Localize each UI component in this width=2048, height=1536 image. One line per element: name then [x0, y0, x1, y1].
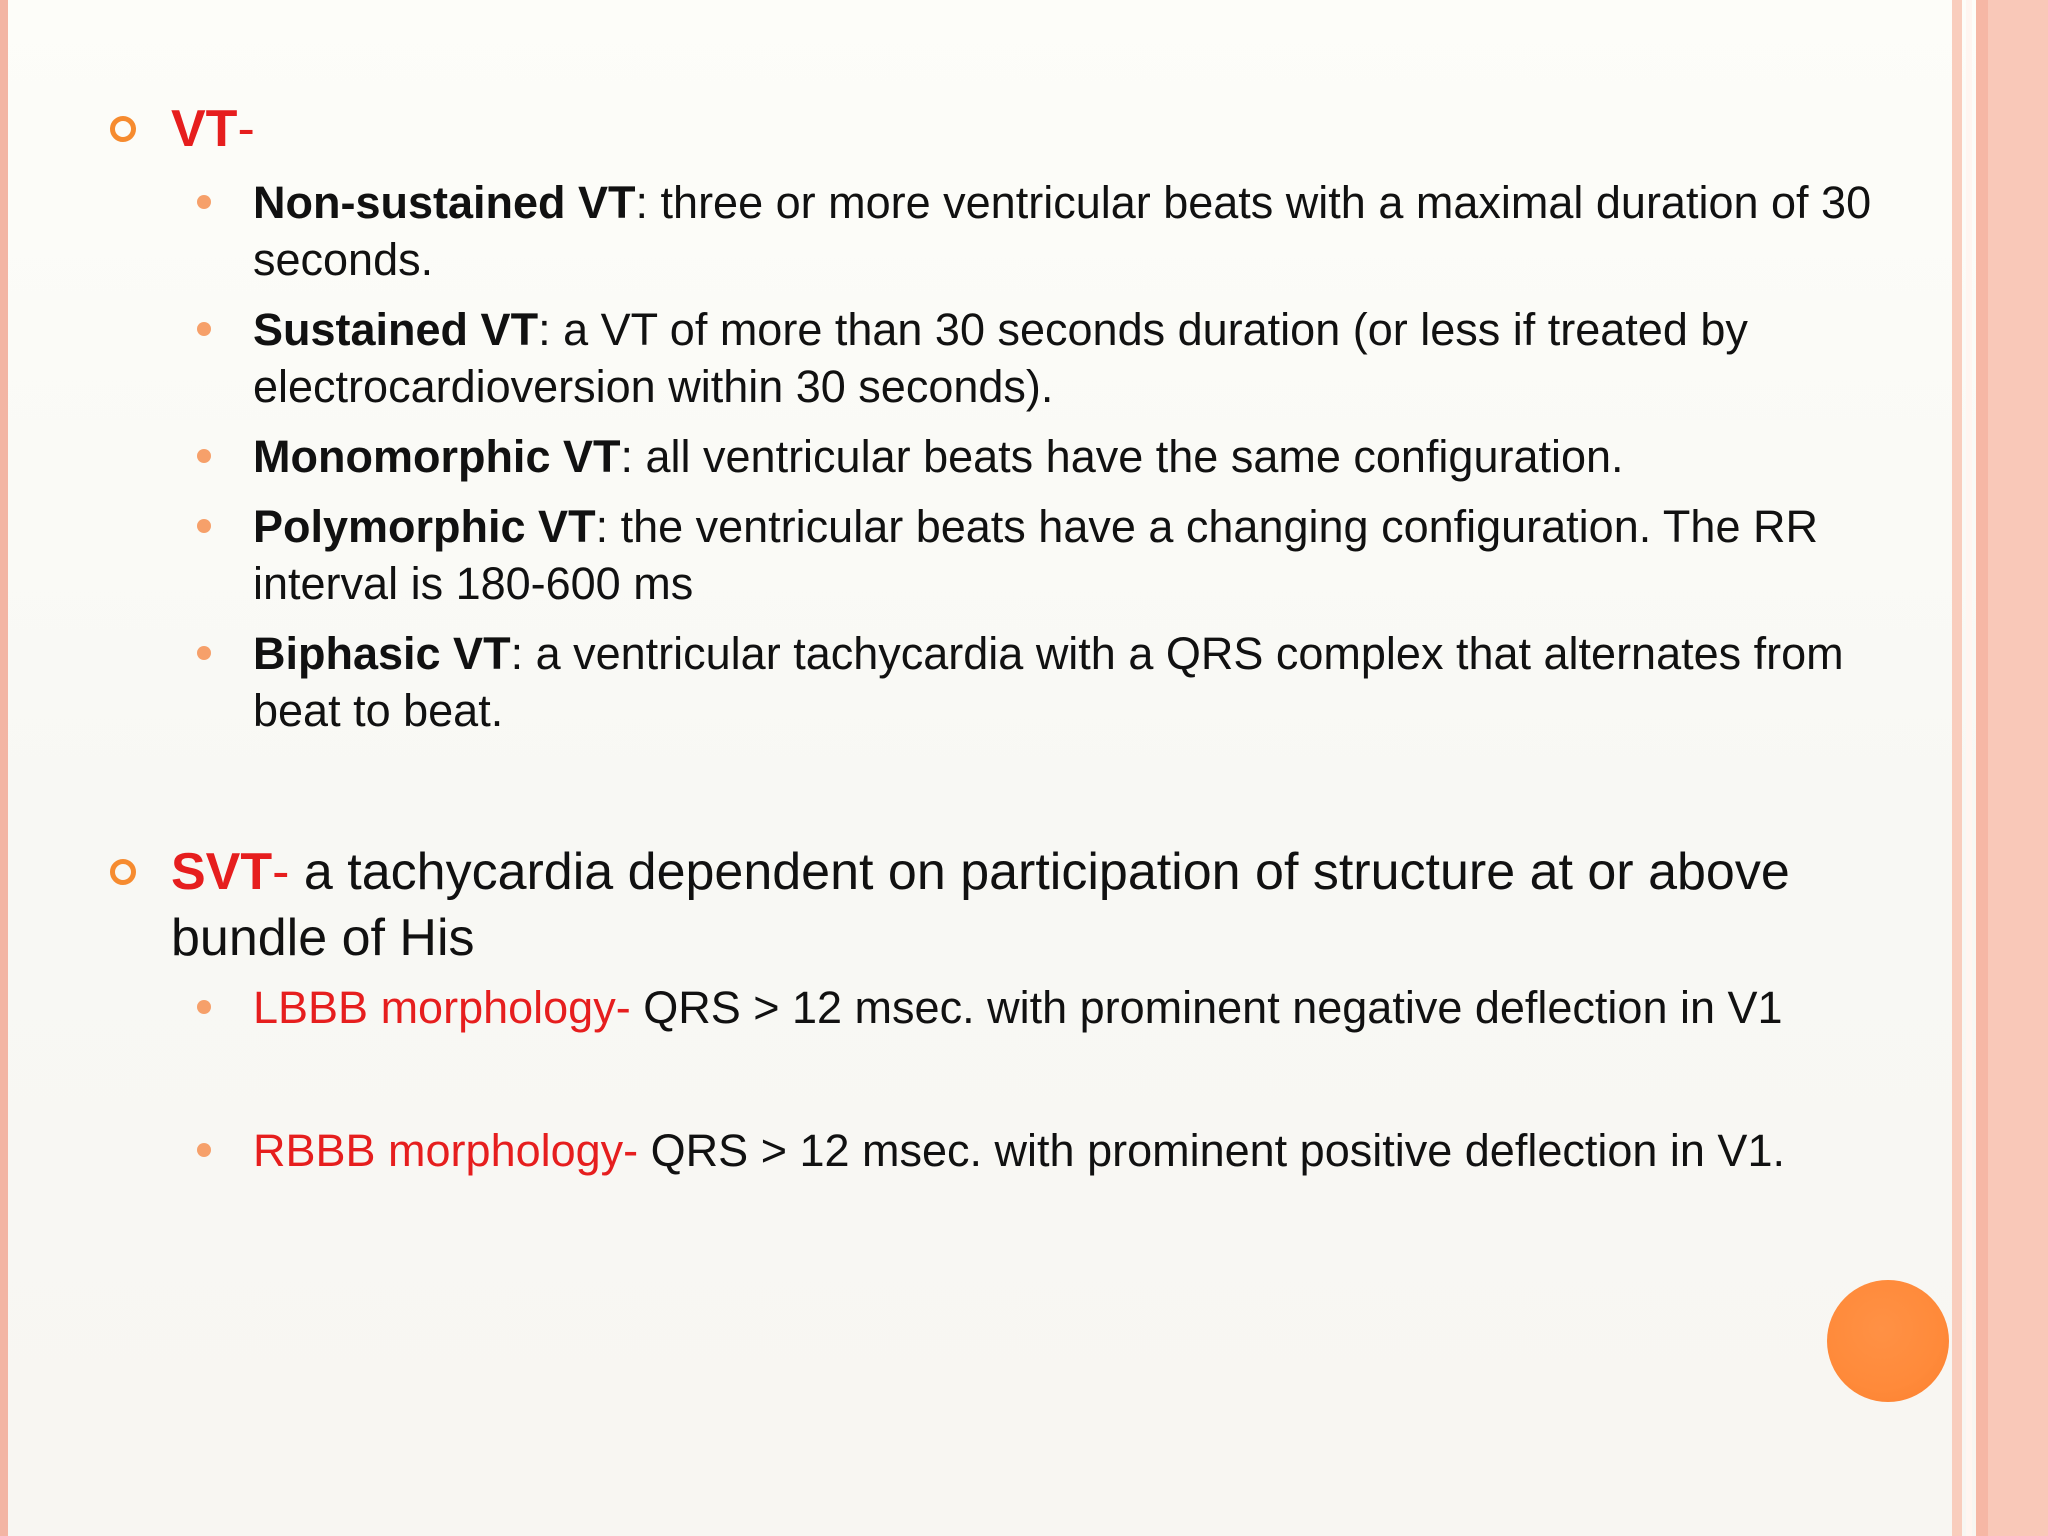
term-label: LBBB morphology-	[253, 982, 631, 1033]
definition-text: : a ventricular tachycardia with a QRS complex that alternates from beat to beat.	[253, 628, 1844, 736]
vt-definition-list	[110, 174, 1880, 739]
definition-text: : the ventricular beats have a changing configuration. The RR interval is 180-600 ms	[253, 501, 1818, 609]
ring-bullet-icon	[110, 859, 136, 885]
list-item-non-sustained-vt	[110, 174, 1880, 288]
slide-content	[110, 96, 1880, 1179]
left-border-stripe	[0, 0, 8, 1536]
dot-bullet-icon	[197, 1000, 211, 1014]
right-border-band	[1988, 0, 2048, 1536]
definition-text: QRS > 12 msec. with prominent positive deflection in V1.	[638, 1125, 1785, 1176]
right-border-stripe	[1976, 0, 1988, 1536]
svt-morphology-list	[110, 979, 1880, 1179]
definition-text: : a VT of more than 30 seconds duration (or less if treated by electrocardioversion within 30 seconds).	[253, 304, 1748, 412]
definition-text: QRS > 12 msec. with prominent negative deflection in V1	[630, 982, 1783, 1033]
dot-bullet-icon	[197, 1143, 211, 1157]
term-label: Non-sustained VT	[253, 177, 636, 228]
vt-key: VT	[171, 100, 238, 158]
dot-bullet-icon	[197, 322, 211, 336]
list-item-monomorphic-vt	[110, 428, 1880, 485]
term-label: Polymorphic VT	[253, 501, 596, 552]
right-border-stripe	[1952, 0, 1962, 1536]
term-label: Sustained VT	[253, 304, 539, 355]
dot-bullet-icon	[197, 195, 211, 209]
decorative-orange-circle	[1827, 1280, 1949, 1402]
term-label: Biphasic VT	[253, 628, 511, 679]
vt-heading	[110, 96, 1880, 162]
list-item-sustained-vt	[110, 301, 1880, 415]
dot-bullet-icon	[197, 449, 211, 463]
vt-dash: -	[237, 100, 255, 158]
list-item-polymorphic-vt	[110, 498, 1880, 612]
dot-bullet-icon	[197, 646, 211, 660]
right-border-gap	[1966, 0, 1972, 1536]
definition-text: : three or more ventricular beats with a maximal duration of 30 seconds.	[253, 177, 1872, 285]
term-label: Monomorphic VT	[253, 431, 621, 482]
term-label: RBBB morphology-	[253, 1125, 639, 1176]
svt-key: SVT	[171, 843, 273, 901]
list-item-biphasic-vt	[110, 625, 1880, 739]
list-item-lbbb-morphology	[110, 979, 1880, 1036]
svt-dash: -	[272, 843, 290, 901]
list-item-rbbb-morphology	[110, 1122, 1880, 1179]
svt-definition-text: a tachycardia dependent on participation of structure at or above bundle of His	[171, 843, 1790, 967]
svt-heading	[110, 839, 1880, 971]
dot-bullet-icon	[197, 519, 211, 533]
ring-bullet-icon	[110, 116, 136, 142]
definition-text: : all ventricular beats have the same configuration.	[620, 431, 1624, 482]
